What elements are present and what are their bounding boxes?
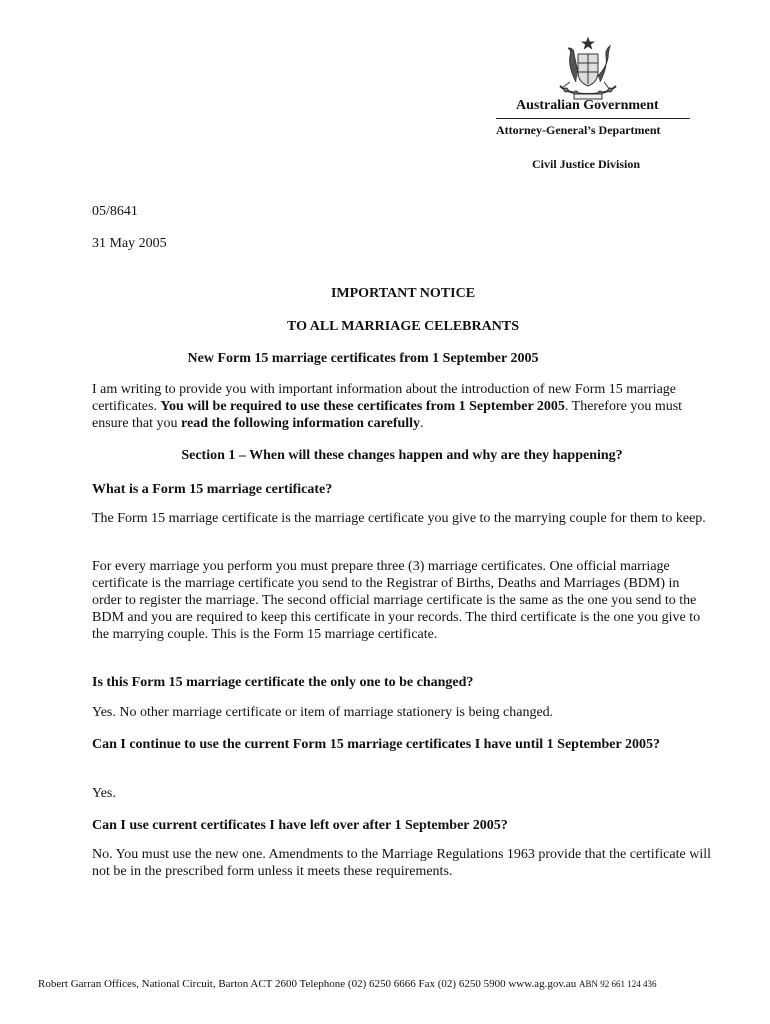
answer-only-one-changed: Yes. No other marriage certificate or item of marriage stationery is being changed. — [92, 705, 554, 720]
coat-of-arms-icon — [548, 36, 628, 100]
reference-number: 05/8641 — [92, 204, 138, 219]
intro-text-2: . Therefore you must ensure that you — [92, 399, 683, 431]
notice-heading: IMPORTANT NOTICE — [330, 286, 476, 301]
footer — [38, 978, 657, 990]
header-divider — [496, 118, 690, 119]
audience-heading: TO ALL MARRIAGE CELEBRANTS — [287, 319, 519, 334]
question-only-one-changed: Is this Form 15 marriage certificate the only one to be changed? — [92, 675, 474, 690]
paragraph-three-certificates: For every marriage you perform you must prepare three (3) marriage certificates. One official marriage certificate is the marriage certificate you send to the Registrar of Births, Deaths and Marriages (BDM) in order to register the marriage. The second official marriage certificate is the same as the one you send to the BDM and you are required to keep this certificate in your records. The third certificate is the one you give to the marrying couple. This is the Form 15 marriage certificate. — [92, 559, 701, 642]
question-left-over: Can I use current certificates I have left over after 1 September 2005? — [92, 818, 508, 833]
intro-text-1: I am writing to provide you with important information about the introduction of new Form 15 marriage certificates. — [92, 382, 676, 414]
intro-bold-1: You will be required to use these certificates from 1 September 2005 — [160, 399, 565, 414]
question-form15: What is a Form 15 marriage certificate? — [92, 482, 333, 497]
answer-form15: The Form 15 marriage certificate is the marriage certificate you give to the marrying couple for them to keep. — [92, 511, 706, 526]
division-name: Civil Justice Division — [532, 157, 641, 171]
footer-abn: ABN 92 661 124 436 — [578, 979, 657, 989]
answer-continue-current: Yes. — [92, 786, 116, 801]
answer-left-over: No. You must use the new one. Amendments to the Marriage Regulations 1963 provide that the certificate will not be in the prescribed form unless it meets these requirements. — [92, 847, 711, 879]
letter-date: 31 May 2005 — [92, 236, 167, 251]
intro-text-3: . — [420, 416, 424, 431]
intro-bold-2: read the following information carefully — [181, 416, 421, 431]
government-name: Australian Government — [516, 98, 659, 113]
department-name: Attorney-General’s Department — [496, 123, 661, 137]
question-continue-current: Can I continue to use the current Form 15 marriage certificates I have until 1 September 2005? — [92, 737, 660, 752]
section-1-heading: Section 1 – When will these changes happen and why are they happening? — [181, 448, 623, 463]
footer-address: Robert Garran Offices, National Circuit, Barton ACT 2600 Telephone (02) 6250 6666 Fax (02) 6250 5900 www.ag.gov.au — [38, 978, 577, 990]
intro-paragraph — [92, 381, 712, 432]
subject-heading: New Form 15 marriage certificates from 1 September 2005 — [187, 351, 539, 366]
